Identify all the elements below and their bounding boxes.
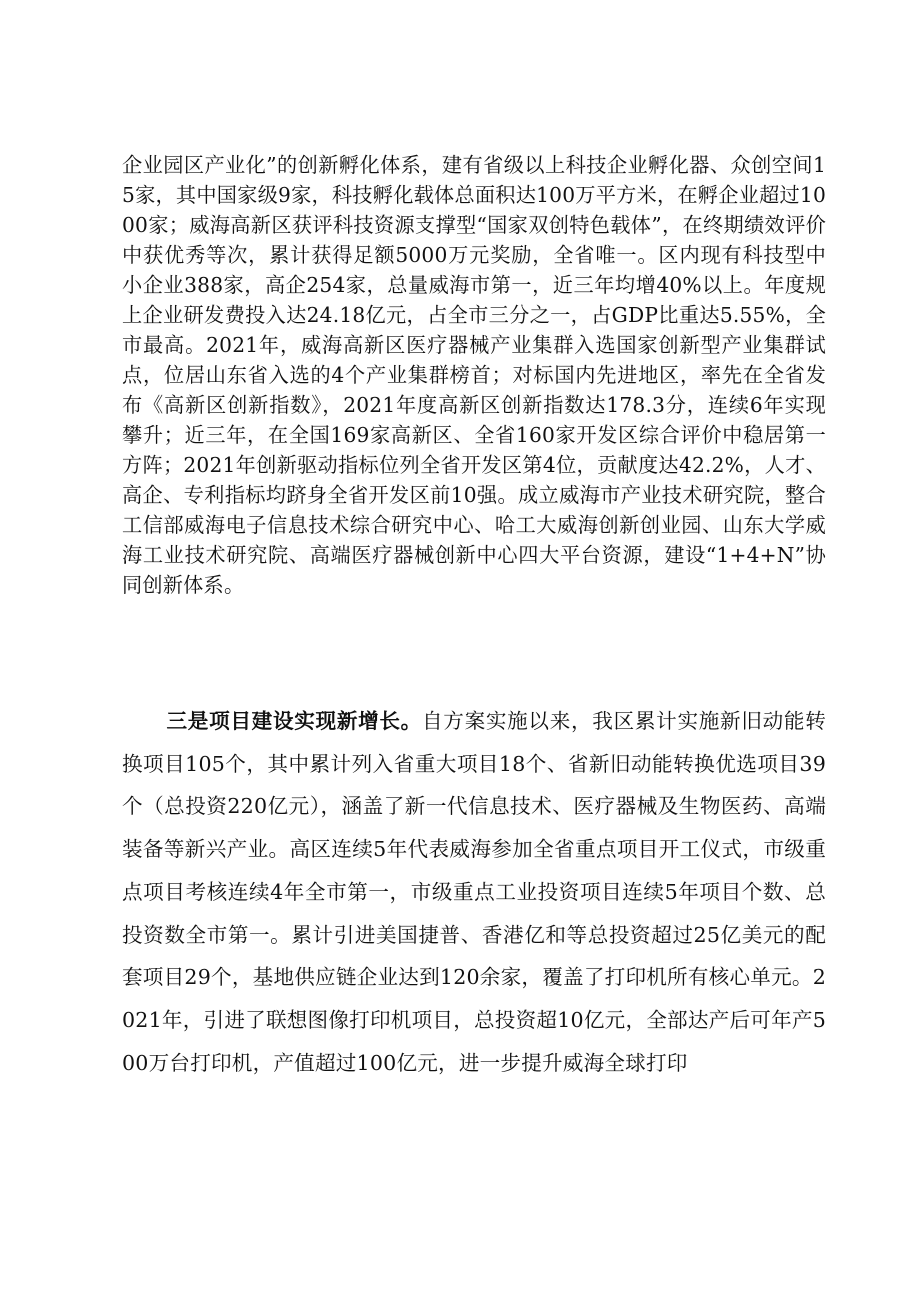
paragraph-lead-heading: 三是项目建设实现新增长。 (166, 709, 422, 733)
paragraph-project-construction (122, 700, 826, 1084)
paragraph-body-text: 自方案实施以来，我区累计实施新旧动能转换项目105个，其中累计列入省重大项目18个、省新旧动能转换优选项目39个（总投资220亿元），涵盖了新一代信息技术、医疗器械及生物医药、高端装备等新兴产业。高区连续5年代表威海参加全省重点项目开工仪式，市级重点项目考核连续4年全市第一，市级重点工业投资项目连续5年项目个数、总投资数全市第一。累计引进美国捷普、香港亿和等总投资超过25亿美元的配套项目29个，基地供应链企业达到120余家，覆盖了打印机所有核心单元。2021年，引进了联想图像打印机项目，总投资超10亿元，全部达产后可年产500万台打印机，产值超过100亿元，进一步提升威海全球打印 (122, 709, 826, 1075)
paragraph-innovation-system: 企业园区产业化”的创新孵化体系，建有省级以上科技企业孵化器、众创空间15家，其中国家级9家，科技孵化载体总面积达100万平方米，在孵企业超过1000家；威海高新区获评科技资源支撑型“国家双创特色载体”，在终期绩效评价中获优秀等次，累计获得足额5000万元奖励，全省唯一。区内现有科技型中小企业388家，高企254家，总量威海市第一，近三年均增40%以上。年度规上企业研发费投入达24.18亿元，占全市三分之一，占GDP比重达5.55%，全市最高。2021年，威海高新区医疗器械产业集群入选国家创新型产业集群试点，位居山东省入选的4个产业集群榜首；对标国内先进地区，率先在全省发布《高新区创新指数》，2021年度高新区创新指数达178.3分，连续6年实现攀升；近三年，在全国169家高新区、全省160家开发区综合评价中稳居第一方阵；2021年创新驱动指标位列全省开发区第4位，贡献度达42.2%，人才、高企、专利指标均跻身全省开发区前10强。成立威海市产业技术研究院，整合工信部威海电子信息技术综合研究中心、哈工大威海创新创业园、山东大学威海工业技术研究院、高端医疗器械创新中心四大平台资源，建设“1+4+N”协同创新体系。 (122, 153, 826, 597)
